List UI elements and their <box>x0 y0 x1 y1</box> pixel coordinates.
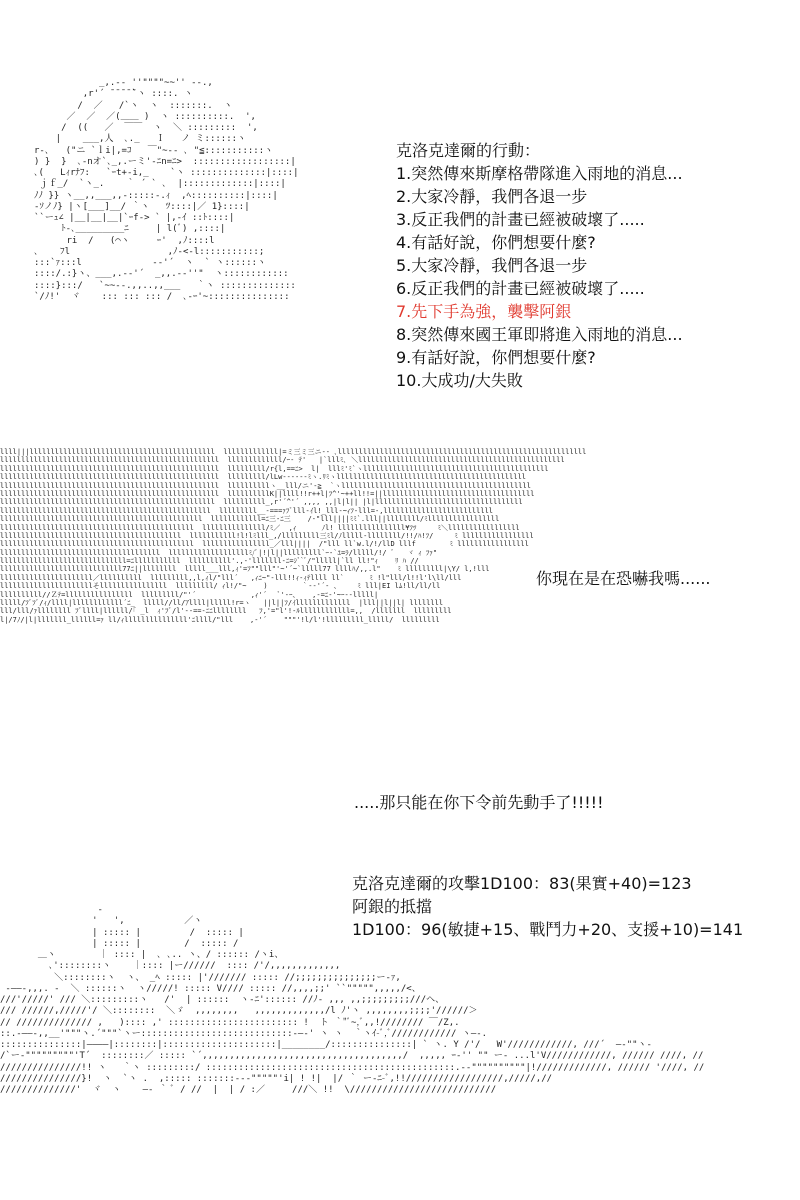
action-option-7-selected: 7.先下手為強，襲擊阿銀 <box>396 302 572 321</box>
action-option-1: 1.突然傳來斯摩格帶隊進入雨地的消息... <box>396 164 683 183</box>
attack-roll: 克洛克達爾的攻擊1D100：83(果實+40)=123 <box>352 874 692 893</box>
battle-ascii-art: - ' ', ／ヽ | ::::: | / ::::: | | ::::: | / ::::: / ＿ヽ ｜ :::: | ､ ､.. ヽ、/ :::::: /ヽi、 ､'::::::::ヽ ｜:::: |ー////// :::: /'/,,,,,,,,,,,,, ＼::::::::ヽ ヽ、 _ﾍ ::::: |'/////// ::::: //;;;;;;;;;;;;;;;ー-ｧ, -――-,,,. - ＼ ::::::ヽ ヽ/////! ::::: V//// ::::: //,,,,;;' ``""""",,,,,/<、 ///'/////' /// ＼:::::::::ヽ /' | :::::: ヽ-ﾆ':::::: //ﾉ- ,,, ,,;;;;;;;;;///ヘ、 /// //////,/////'/ ＼:::::::: ＼ゞ ,,,,,,,, ,,,,,,,,,,,,,/l ﾉ'ヽ ,,,,,,,,;;;;'//////＞ // ////////////// , ):::: ,' :::::::::::::::::::::::: ! ト ｀"ﾞ~,ﾞ,,!//////// ￣/Z,. ::.-――-,,__'"""ヽ.´"""`ヽー::::::::::::::::::::::::::::-―-' ヽ ヽ ｀ヽｲ-ﾞ,ﾞ//////////// ヽ―-. :::::::::::::::|――――|::::::::|:::::::::::::::::::::|________/:::::::::::::::| ` ヽ. Y /'/ W'////////////, ///´ ―‐""ヽ‐ /`ー‐"""""""""'T´ ::::::::／ ::::: `´,,,,,,,,,,,,,,,,,,,,,,,,,,,,,,,,,,,,,/ ,,,,, ｰ-'' "" ー‐ ...l'V////////////, ////// ////, // ///////////////!! ヽ ｀ヽ :::::::::/ ::::::::::::::::::::::::::::::::::::::::::::::.-‐""""""""""|!/////////////, ////// '////, // ///////////////}! ヽ `ヽ . ,::::: :::::::--‐"""""'i| ! !| |/ ｀ ー‐ﾆ-ﾞ,!!//////////////////,/////,// //////////////' ヾ ヽ ―‐ ｀ ﾞ / // | | / :／ ///＼ !! \/////////////////////////// <box>0 905 705 1095</box>
action-option-4: 4.有話好說，你們想要什麼? <box>396 233 596 252</box>
action-option-10: 10.大成功/大失敗 <box>396 371 523 390</box>
scene-ascii-art: llll|||llllllllllllllllllllllllllllllllllllllllllll lllllllllllll|=ミ三ミ三ニ-‐ ､lllllllllllllllllllllllllllllllllllllllllllllllllllllllllll llllllllllllllllllllllllllllllllllllllllllllllllllll lllllllllllll/ｰ‐ ﾃ' |`lllﾐ､ ＼lllllllllllllllllllllllllllllllllllllllllllllllll llllllllllllllllllllllllllllllllllllllllllllllllllll lllllllll/r{l,==ﾆ> l| lllﾐ'ﾐ`ヽllllllllllllllllllllllllllllllllllllllllllll llllllllllllllllllllllllllllllllllllllllllllllllllll lllllllll/lLw-‐-‐--ﾐヽ.ﾘﾐヽlllllllllllllllllllllllllllllllllllllllllllll llllllllllllllllllllllllllllllllllllllllllllllllllll llllllllllヽ__lll/ニ'-≧ `ヽlllllllllllllllllllllllllllllllllllllllllllll llllllllllllllllllllllllllllllllllllllllllllllllllll llllllllllK||llll!!r++l|ﾌ^'~++ll!!=||llllllllllllllllllllllllllllllllllll lllllllllllllllllllllllllllllllllllllllllllllllllll llllllllll_,r'´^'´ ,,,, ,,|l|l|| |l|lllllllllllllllllllllllllllllllllll llllllllllllllllllllllllllllllllllllllllllllllllll lllllllll__-===ｧﾌﾞlll-ｲl!_lll-~ｨﾌ-lll=-,llllllllllllllllllllllllll llllllllllllllllllllllllllllllllllllllllllllllll llllllllllll=ﾆ三-ﾆ三 /-"lll||||ﾐﾐ`.lll||llllllll/ﾐlllllllllllllllll llllllllllllllllllllllllllllllllllllllllllllll lllllllllllllll/ﾐ／ ,ｨ ﾉl! llllllllllllllll¥ﾌﾂ ﾐ＼lllllllllllllllll lllllllllllllllllllllllllllllllllllllllllll lllllllllll!l!lﾐlll_,/lllllllll三ﾐl/ﾉlllll-llllllll/!!/ﾊ!ﾌ/ ﾐ lllllllllllllllll llllllllllllllllllllllllllllllllllllllllllllll llllllllllllllll_／lll|||| /"lll ll`w.l/!/llD lllf ﾐ lllllllllllllllll llllllllllllllllllllllllllllllllllllll lllllllllllllllllllﾐ/ﾞ|!|l||lllllllll`ｰ-`ﾕ=ﾗ/lllll/!/ ﾞ ヾ ｨ ﾌｧ" llllllllllllllllllllllllllllll=ﾆlllllllllll llllllllll'.,-'lllllll-ﾆ=ｼﾞ`ﾞ/"lllll|`ll ll!"ｨ ﾘ ﾊ // lllllllllllllllllllllllllllll77ﾆ||llllllll lllll___lll,ｨ'=ﾌ""lll"'~'´~`lllll77 llllﾊ/,,.l" ﾐ lllllllll|\Y/ l,!lll llllllllllllllllllllll／llllllllll lllllllll,,l,ｨl/"lll´ ,ｨﾆ~"-lll!!ｨ-ｨﾃllll ll` ﾐ !l"lll/l!!l'l\ll/lll llllllllllllllllllllllそllllllllllllllll lllllllll/ ｨl!/"~ ) ｀-‐'´- 、 ﾐ lll|EI lﾑ!ll/ll/ll llllllllll//Ｚﾃ=llllllllllllllll lllllllll/"'´ ,ｨ'´ ﾞ'-ｰ、 ,-=ﾆ-'~ｰ‐-lllll| lllll/ﾌﾞﾌﾞ/ｨ/llll|llllllllllll´ﾆ_ lllll//ll/ｱllll|lllll!r=ヽ ||l||ﾌ/ｲlllllllllllll |lll||l||l| llllllll lll/lll/ｧllllllll ﾌﾞllll|llllll/｢ _l ｨ'ﾌﾞ/l'--==-ﾆﾆllllllll ﾌ,'="l'!-ﾙllllllllllll=,, /lllllll lllllllll l|/7ﾉ/|l|lllllll_llllll=ｧ ll/ｨlllllllllllllll'ﾆllll/"lll ,-'´ """'!l/l'!lllllllll_lllll/ lllllllll <box>0 448 587 624</box>
defense-label: 阿銀的抵擋 <box>352 897 433 916</box>
action-options <box>396 162 791 392</box>
defense-roll: 1D100：96(敏捷+15、戰鬥力+20、支援+10)=141 <box>352 920 744 939</box>
action-option-2: 2.大家冷靜，我們各退一步 <box>396 187 588 206</box>
face-ascii-art: _,.-‐ ''""""~~'' ‐-., ,r'´ ̄ ̄ ̄ ̄ ̄`ヽ ::::. ヽ / ／ /`ヽ ヽ :::::::. ヽ ／ ／ ／(＿＿ ) ヽ ::::::::::. ', / (( ／ ￣￣ ヽ ＼ ::::::::: ', | ___,人 ､._ Ｉ ノ ミ::::::ヽ r‐､ ("ニ `ｌi|,=ｺ ￣"~‐- ､ "≦:::::::::::ヽ ) } } ､‐nオ`､_,.ーミ'‐ﾆn=ﾆ> ::::::::::::::::::| ､( Lｨrﾅﾌ: `ｰt+‐i,_ `ヽ ::::::::::::::|::::| ｊｆ_/ `ヽ_. ｀ ´ ` ､ |:::::::::::::|::::| ﾉﾉ }} ヽ__,,___,,-:::::-.ｨ ,ﾍ::::::::::|::::| -ｿノﾉ} |ヽ[___]__/ ｀ヽ ﾂ::::|／ 1}::::| ``ーｭ∠ |__|__|__|`ｰf-> ` |,-ｲ ::ﾄ::::| ﾄ-､_________ﾆ | l(ﾞ) ,::::| ri / (⌒ヽ ｰ' ,ﾉ::::l ､ ﾌl ,ﾉ-<-l:::::::::::; :::`ｧ:::l -‐'´ ヽ ` ヽ::::::ヽ ::::/.:}ヽ、___,.-‐'´ _,,.-‐''" ヽ:::::::::::: ::::}:::/ `~~‐-.,,..,,___ ｀ヽ :::::::::::::: `/ﾉ!' ヾ ::: ::: ::: / ､-ｰ'~::::::::::::::: <box>34 78 299 302</box>
speech-line-threat: 你現在是在恐嚇我嗎...... <box>536 569 711 588</box>
action-option-3: 3.反正我們的計畫已經被破壞了..... <box>396 210 645 229</box>
dice-result <box>352 872 792 941</box>
action-option-8: 8.突然傳來國王軍即將進入雨地的消息... <box>396 325 683 344</box>
action-option-9: 9.有話好說，你們想要什麼? <box>396 348 596 367</box>
action-list-title: 克洛克達爾的行動： <box>396 141 541 160</box>
action-option-6: 6.反正我們的計畫已經被破壞了..... <box>396 279 645 298</box>
action-list <box>396 139 791 392</box>
speech-line-strike-first: .....那只能在你下令前先動手了!!!!! <box>354 793 604 812</box>
action-option-5: 5.大家冷靜，我們各退一步 <box>396 256 588 275</box>
